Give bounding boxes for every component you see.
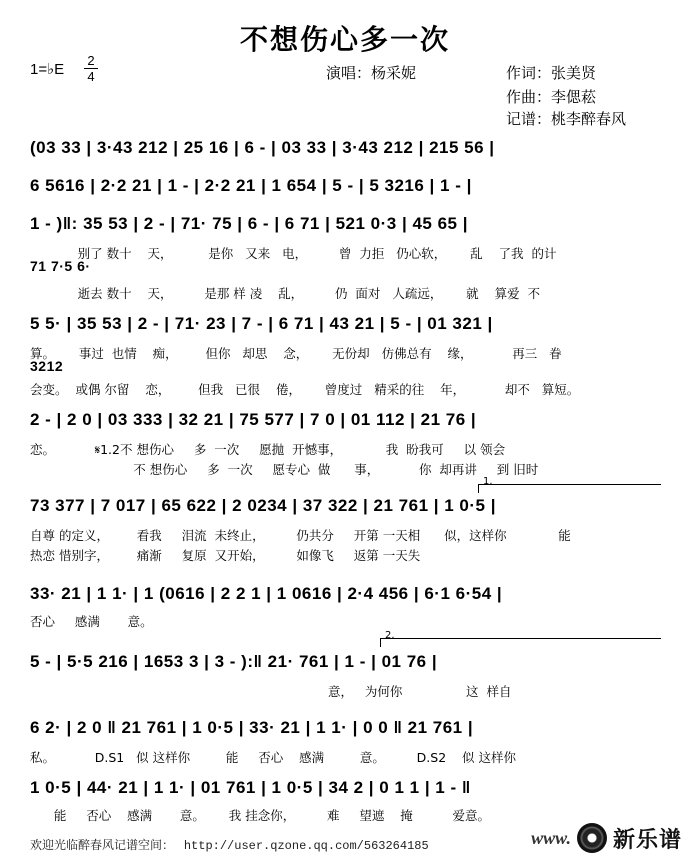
- lyric-row-4a: 算。 事过 也情 痴， 但你 却思 念， 无份却 仿佛总有 缘， 再三 眷: [30, 346, 562, 361]
- lyric-row-10a: 能 否心 感满 意。 我 挂念你， 难 望遮 掩 爱意。: [30, 808, 491, 823]
- lyric-row-4b: 会变。 或偶 尔留 恋， 但我 已很 倦， 曾度过 精采的往 年， 却不 算短。: [30, 382, 580, 397]
- score-row-1: (03 33 | 3·43 212 | 25 16 | 6 - | 03 33 | 3·43 212 | 215 56 |: [30, 138, 495, 157]
- lyric-row-9a: 私。 D.S1 似 这样你 能 否心 感满 意。 D.S2 似 这样你: [30, 750, 517, 765]
- song-title: 不想伤心多一次: [239, 23, 450, 56]
- volta-2: [380, 630, 661, 647]
- lyric-row-3b: 逝去 数十 天， 是那 样 凌 乱， 仍 面对 人疏远， 就 算爱 不: [30, 286, 541, 301]
- score-row-9: 6 2· | 2 0 ‖ 21 761 | 1 0·5 | 33· 21 | 1 1· | 0 0 ‖ 21 761 |: [30, 718, 474, 737]
- score-row-2: 6 5616 | 2·2 21 | 1 - | 2·2 21 | 1 654 | 5 - | 5 3216 | 1 - |: [30, 176, 472, 195]
- watermark: [531, 818, 682, 858]
- time-signature: [84, 54, 98, 83]
- score-row-8: 5 - | 5·5 216 | 1653 3 | 3 - ):‖ 21· 761 | 1 - | 01 76 |: [30, 652, 438, 671]
- volta-2-label: 2.: [385, 630, 395, 641]
- score-row-7: 33· 21 | 1 1· | 1 (0616 | 2 2 1 | 1 0616 | 2·4 456 | 6·1 6·54 |: [30, 584, 503, 603]
- vinyl-disc-icon: [577, 823, 607, 853]
- transcriber-credit: 记谱：桃李醉春风: [506, 110, 627, 128]
- volta-1: [478, 476, 661, 493]
- key-signature: 1=♭E: [30, 61, 65, 78]
- alt-notes-row-3: 71 7·5 6·: [30, 258, 91, 274]
- lyricist-credit: 作词：张美贤: [506, 64, 597, 82]
- time-signature-bottom: 4: [87, 69, 95, 84]
- score-row-6: 73 377 | 7 017 | 65 622 | 2 0234 | 37 322 | 21 761 | 1 0·5 |: [30, 496, 496, 515]
- footer-text: 欢迎光临醉春风记谱空间：: [30, 838, 175, 852]
- lyric-row-3a: 别了 数十 天， 是你 又来 电， 曾 力拒 仍心软， 乱 了我 的计: [30, 246, 557, 261]
- composer-credit: 作曲：李偲菘: [506, 88, 597, 106]
- footer-url-link[interactable]: http://user.qzone.qq.com/563264185: [183, 839, 429, 853]
- score-row-3: 1 - )‖: 35 53 | 2 - | 71· 75 | 6 - | 6 71 | 521 0·3 | 45 65 |: [30, 214, 468, 233]
- footer: [30, 836, 429, 853]
- score-row-4: 5 5· | 35 53 | 2 - | 71· 23 | 7 - | 6 71 | 43 21 | 5 - | 01 321 |: [30, 314, 493, 333]
- volta-1-label: 1.: [483, 476, 493, 487]
- lyric-row-5b: 不 想伤心 多 一次 愿专心 做 事， 你 却再讲 到 旧时: [30, 462, 539, 477]
- time-signature-top: 2: [87, 53, 95, 68]
- lyric-row-6a: 自尊 的定义， 看我 泪流 未终止， 仍共分 开第 一天相 似，这样你 能: [30, 528, 571, 543]
- watermark-prefix: www.: [531, 827, 571, 848]
- lyric-row-7a: 否心 感满 意。: [30, 614, 153, 629]
- score-row-10: 1 0·5 | 44· 21 | 1 1· | 01 761 | 1 0·5 | 34 2 | 0 1 1 | 1 - ‖: [30, 778, 471, 797]
- lyric-row-5a: 恋。 𝄋1.2不 想伤心 多 一次 愿抛 开憾事， 我 盼我可 以 领会: [30, 442, 506, 457]
- alt-notes-row-4: 3212: [30, 358, 64, 374]
- score-row-5: 2 - | 2 0 | 03 333 | 32 21 | 75 577 | 7 0 | 01 112 | 21 76 |: [30, 410, 477, 429]
- lyric-row-8a: 意， 为何你 这 样自: [30, 684, 512, 699]
- watermark-name: 新乐谱: [612, 827, 682, 853]
- lyric-row-6b: 热恋 惜别字， 痛渐 复原 又开始， 如像飞 返第 一天失: [30, 548, 421, 563]
- singer-credit: 演唱：杨采妮: [326, 64, 417, 82]
